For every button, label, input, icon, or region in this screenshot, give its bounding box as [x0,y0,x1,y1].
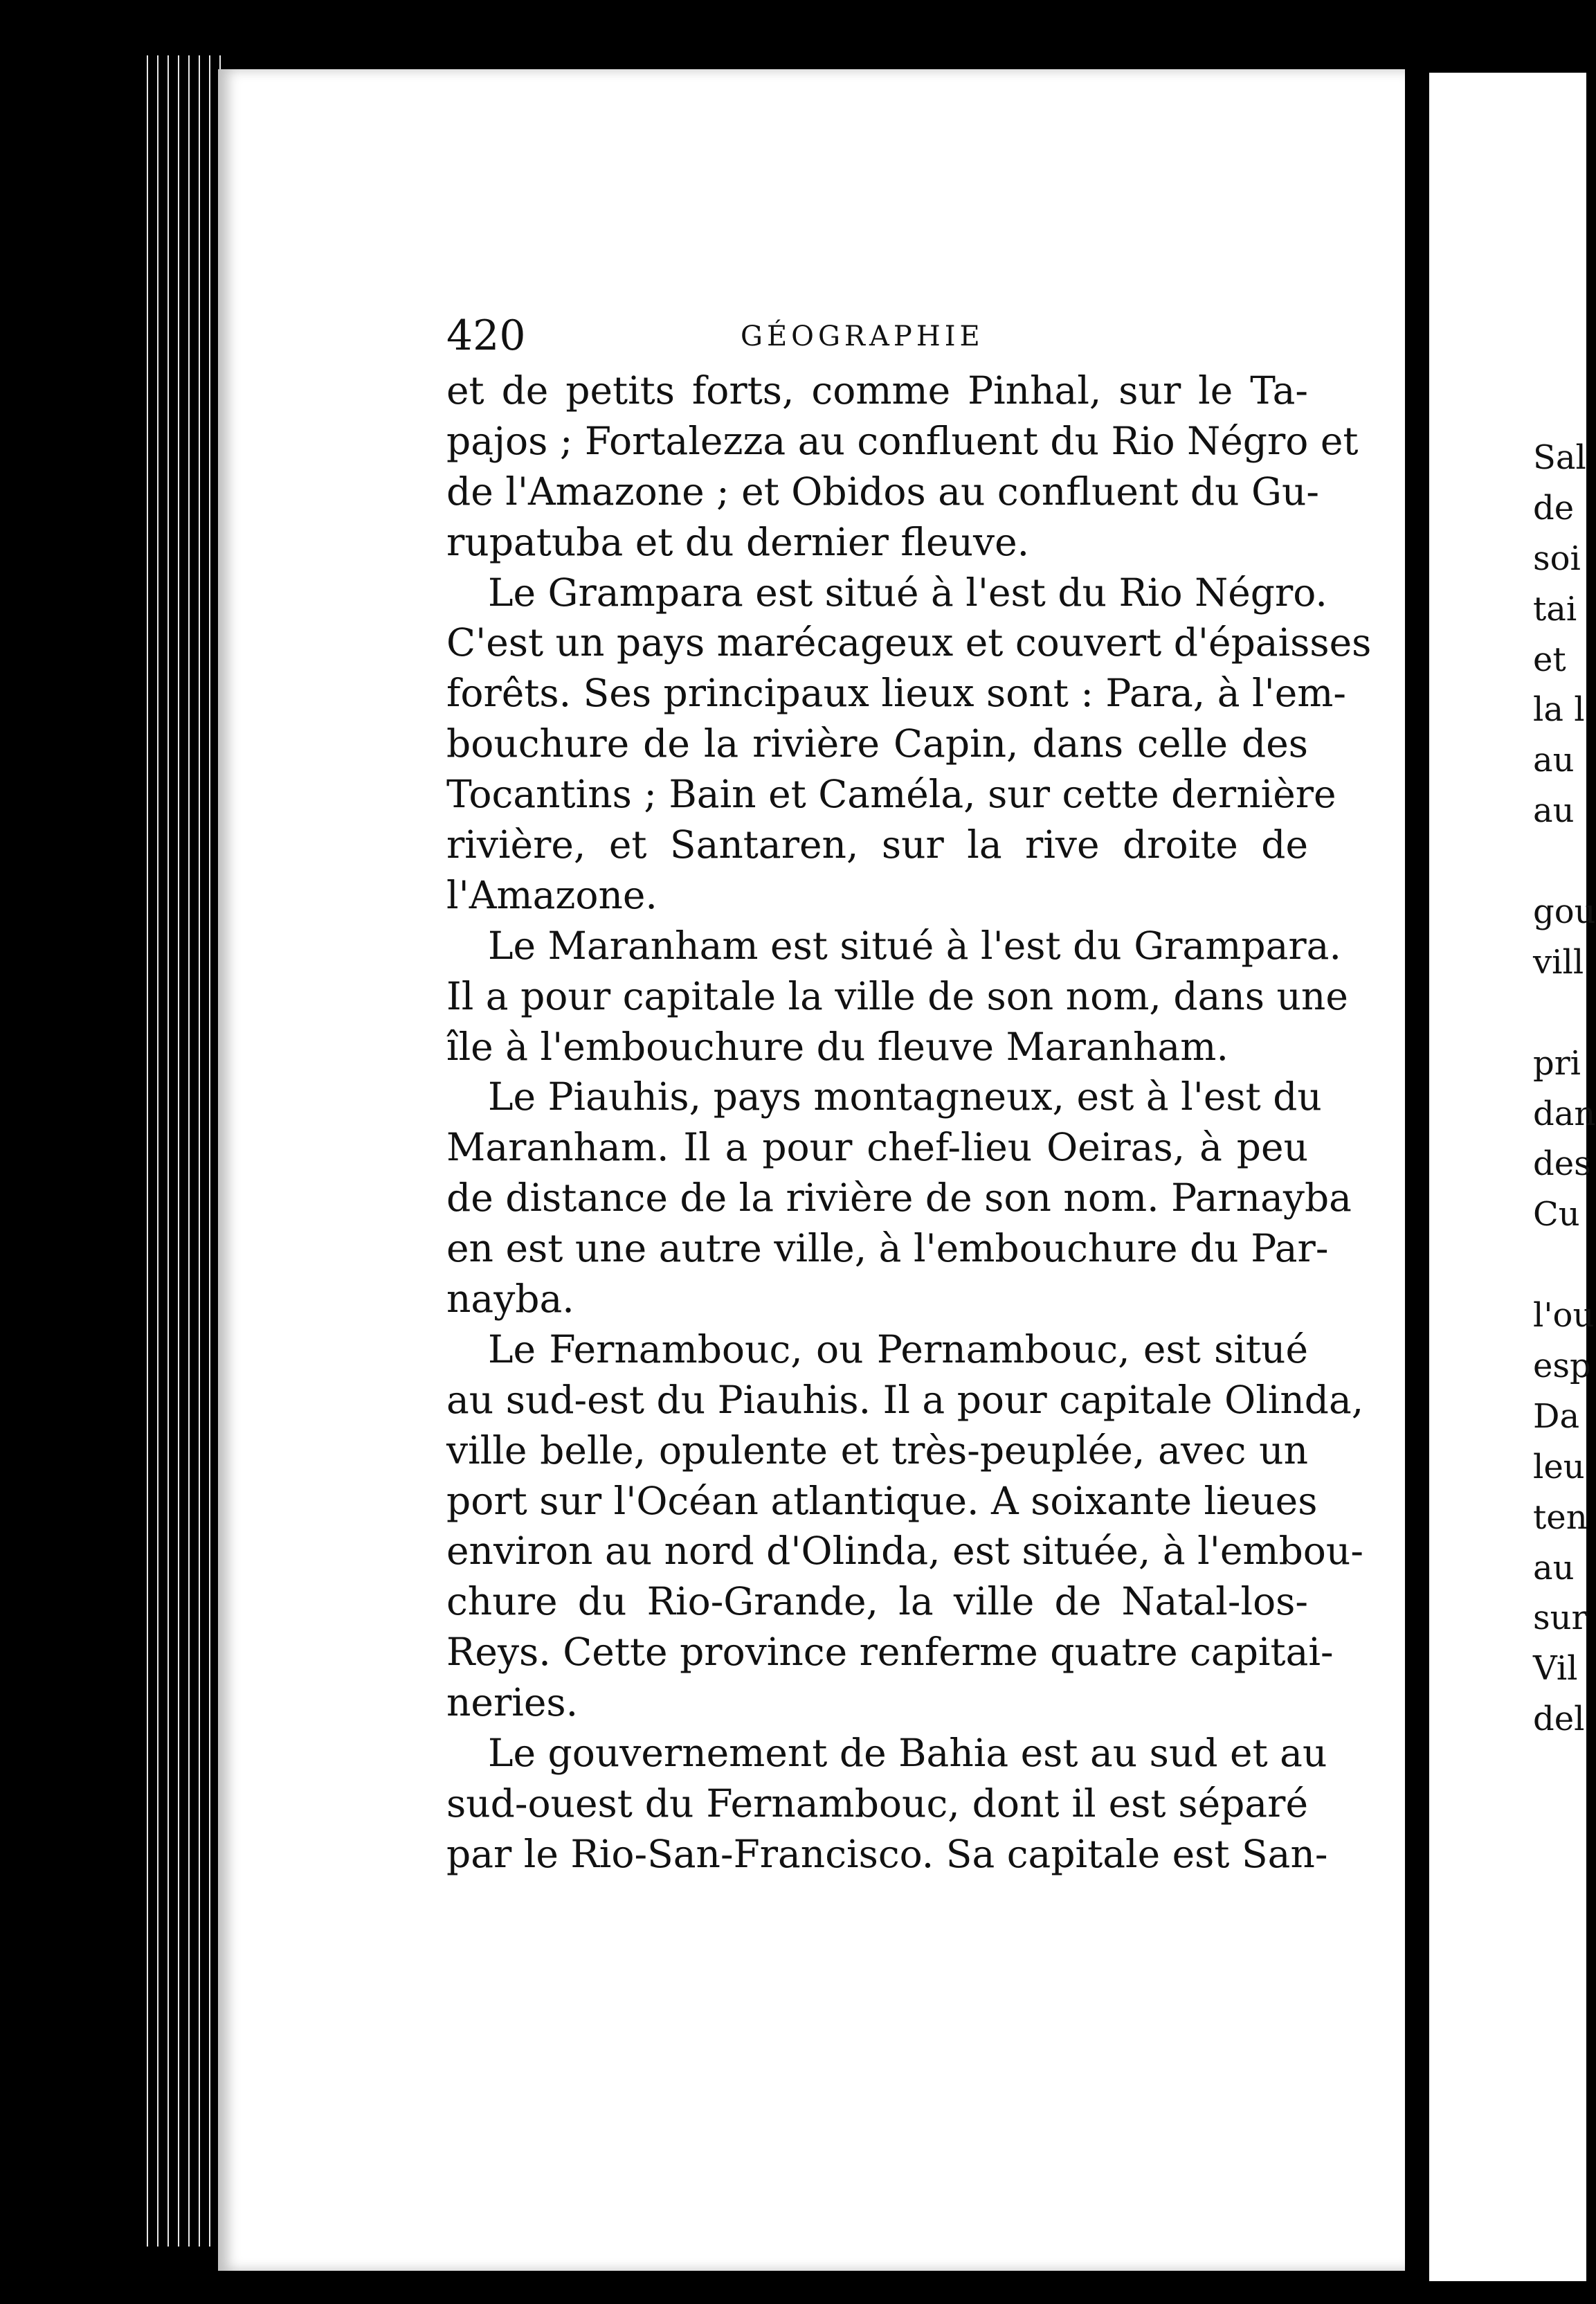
text-line: rupatuba et du dernier fleuve. [446,519,1030,564]
text-line: de l'Amazone ; et Obidos au confluent du Gu- [446,469,1319,514]
right-fragment-line: l'ou [1533,1296,1595,1335]
book-page-edges [142,55,221,2247]
right-fragment-line: Vil [1533,1649,1578,1689]
right-fragment-line: soi [1533,539,1581,578]
right-fragment-line: pri [1533,1043,1581,1083]
text-line: de distance de la rivière de son nom. Parnayba [446,1176,1352,1221]
text-line: bouchure de la rivière Capin, dans celle des [446,721,1308,766]
text-line: Le Maranham est situé à l'est du Grampara. [488,923,1341,968]
body-text [446,366,1372,1880]
text-line: Il a pour capitale la ville de son nom, dans une [446,973,1348,1018]
page-number: 420 [446,312,526,360]
text-line: l'Amazone. [446,872,658,917]
text-line: sud-ouest du Fernambouc, dont il est séparé [446,1781,1308,1826]
running-head: GÉOGRAPHIE [741,321,984,352]
text-line: forêts. Ses principaux lieux sont : Para, à l'em- [446,671,1347,716]
right-fragment-line: et [1533,640,1566,679]
right-fragment-line: dan [1533,1094,1596,1133]
right-fragment-line [1429,988,1586,1038]
text-line: C'est un pays marécageux et couvert d'épaisses [446,620,1372,665]
text-line: Maranham. Il a pour chef-lieu Oeiras, à peu [446,1125,1308,1170]
text-line: pajos ; Fortalezza au confluent du Rio Négro et [446,418,1359,463]
page-header [446,312,1308,360]
right-fragment-line [1429,1240,1586,1290]
right-fragment-line [1429,836,1586,887]
text-line: Le Grampara est situé à l'est du Rio Négro. [488,570,1327,615]
text-line: et de petits forts, comme Pinhal, sur le Ta- [446,368,1308,413]
text-line: île à l'embouchure du fleuve Maranham. [446,1024,1228,1069]
right-fragment-line: de [1533,488,1575,528]
text-line: neries. [446,1680,579,1725]
right-fragment-line: la l [1533,690,1585,730]
right-fragment-line: au [1533,791,1575,831]
text-line: Le gouvernement de Bahia est au sud et au [488,1731,1327,1776]
right-fragment-line: sur [1533,1599,1588,1638]
right-page [1429,73,1596,2281]
text-line: rivière, et Santaren, sur la rive droite de [446,822,1308,867]
right-fragment-line: tai [1533,589,1577,629]
right-fragment-line: des [1533,1144,1591,1184]
right-fragment-line: Sal [1533,438,1586,477]
right-fragment-line: au [1533,1548,1575,1587]
text-line: en est une autre ville, à l'embouchure du Par- [446,1226,1329,1271]
right-fragment-line: vill [1533,942,1584,982]
text-line: environ au nord d'Olinda, est située, à l'embou- [446,1529,1363,1574]
text-line: port sur l'Océan atlantique. A soixante lieues [446,1478,1318,1523]
right-fragment-line: esp [1533,1347,1591,1386]
right-fragment-line: leu [1533,1447,1585,1486]
book-gutter [1405,69,1429,2285]
right-fragment-line: Cu [1533,1195,1580,1234]
text-line: Tocantins ; Bain et Caméla, sur cette dernière [446,772,1336,817]
right-fragment-line: del [1533,1700,1585,1739]
text-line: chure du Rio-Grande, la ville de Natal-los- [446,1579,1308,1624]
text-line: ville belle, opulente et très-peuplée, avec un [446,1428,1308,1473]
text-line: Le Fernambouc, ou Pernambouc, est situé [488,1326,1308,1371]
text-line: au sud-est du Piauhis. Il a pour capitale Olinda, [446,1377,1364,1422]
right-fragment-line: gou [1533,892,1596,932]
text-line: nayba. [446,1277,574,1322]
text-line: par le Rio-San-Francisco. Sa capitale est San- [446,1831,1328,1876]
right-fragment-line: Da [1533,1396,1580,1436]
right-fragment-line: ten [1533,1497,1588,1537]
right-fragment-line: au [1533,741,1575,780]
text-line: Reys. Cette province renferme quatre capitai- [446,1630,1334,1675]
text-line: Le Piauhis, pays montagneux, est à l'est du [488,1074,1322,1119]
right-page-text-fragments [1429,433,1596,1745]
